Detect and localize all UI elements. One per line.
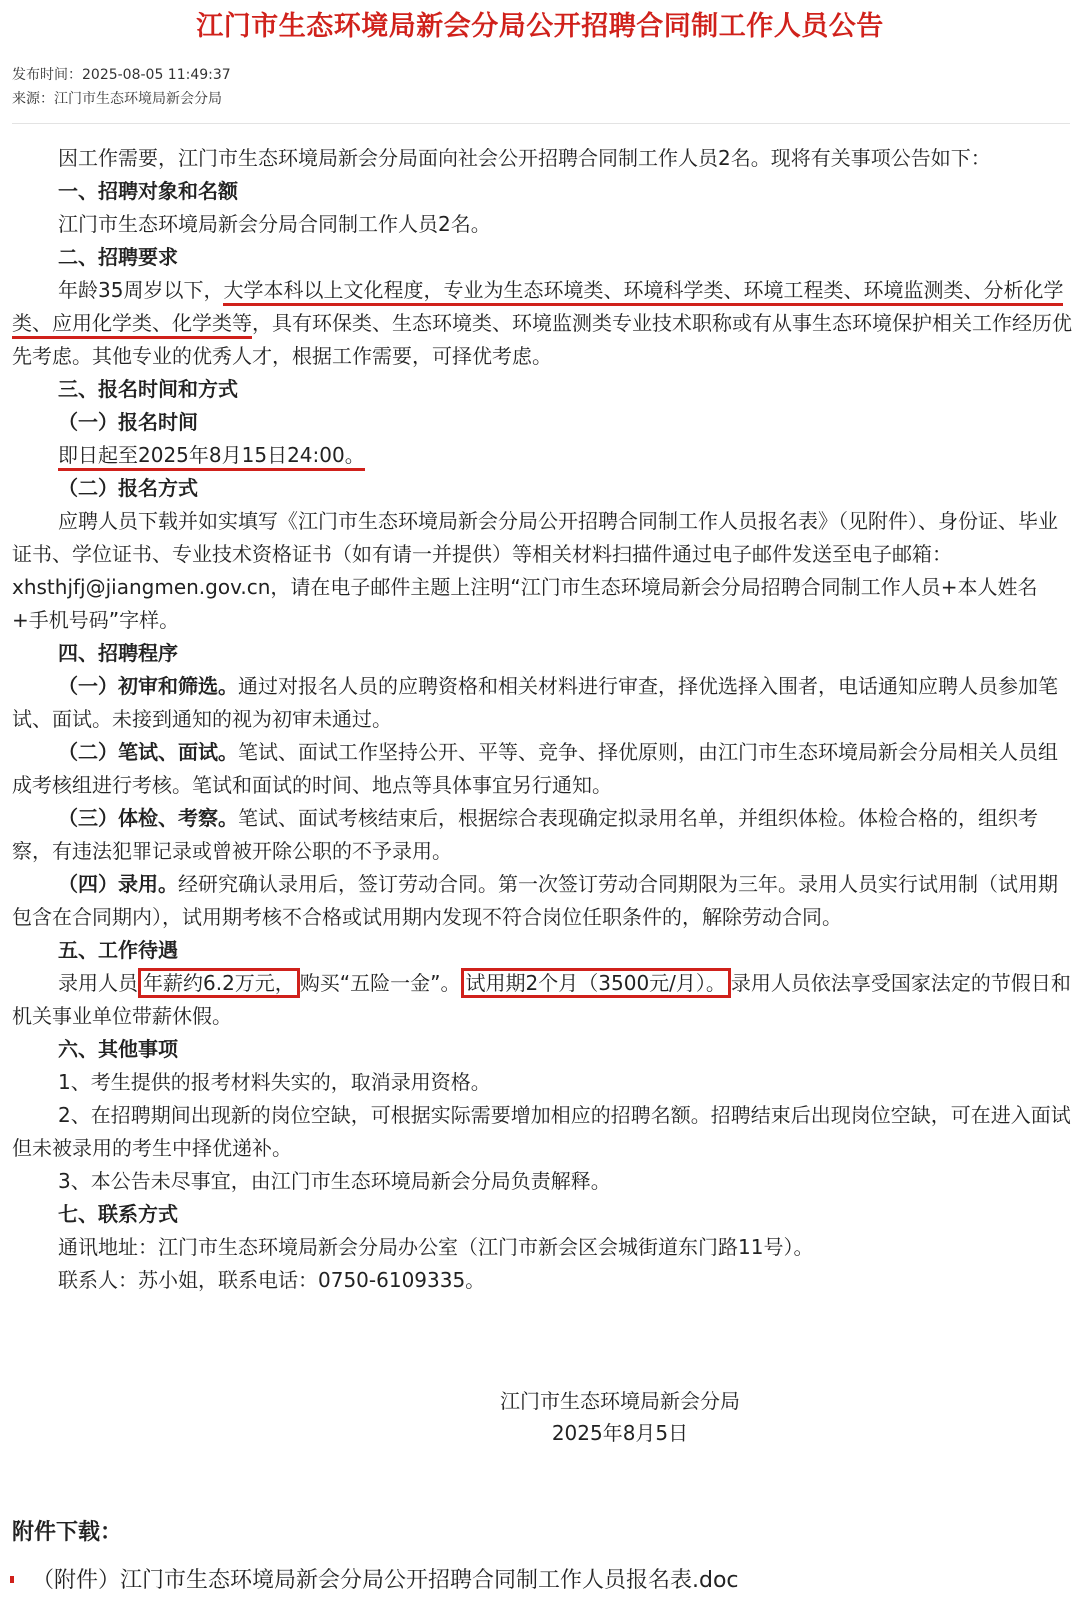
section-6-item-3: 3、本公告未尽事宜，由江门市生态环境局新会分局负责解释。 [58, 1169, 611, 1193]
section-6-item-1: 1、考生提供的报考材料失实的，取消录用资格。 [58, 1070, 491, 1094]
section-5-text [12, 967, 1074, 1033]
section-4-2-label: （二）笔试、面试。 [58, 740, 238, 764]
probation-boxed: 试用期2个月（3500元/月）。 [461, 968, 731, 998]
publish-time: 发布时间：2025-08-05 11:49:37 [12, 67, 231, 83]
holiday-text: 录用人员依法享受国家法定的节假日和机关事业单位带薪休假。 [12, 971, 1071, 1028]
page-title: 江门市生态环境局新会分局公开招聘合同制工作人员公告 [196, 11, 884, 42]
section-4-3-label: （三）体检、考察。 [58, 806, 238, 830]
section-7-title: 七、联系方式 [58, 1202, 178, 1226]
section-3-1-title: （一）报名时间 [58, 410, 198, 434]
contact-person: 联系人：苏小姐，联系电话：0750-6109335。 [58, 1268, 486, 1292]
article-body [12, 142, 1074, 1297]
attachment-download-link[interactable]: （附件）江门市生态环境局新会分局公开招聘合同制工作人员报名表.doc [32, 1568, 739, 1593]
deadline-underlined: 即日起至2025年8月15日24:00。 [58, 443, 365, 471]
section-4-2-text: 笔试、面试工作坚持公开、平等、竞争、择优原则，由江门市生态环境局新会分局相关人员组成考核组进行考核。笔试和面试的时间、地点等具体事宜另行通知。 [12, 740, 1058, 797]
section-6-title: 六、其他事项 [58, 1037, 178, 1061]
section-5-title: 五、工作待遇 [58, 938, 178, 962]
section-4-4 [12, 868, 1074, 934]
section-4-3-text: 笔试、面试考核结束后，根据综合表现确定拟录用名单，并组织体检。体检合格的，组织考察，有违法犯罪记录或曾被开除公职的不予录用。 [12, 806, 1038, 863]
section-4-4-text: 经研究确认录用后，签订劳动合同。第一次签订劳动合同期限为三年。录用人员实行试用制（试用期包含在合同期内），试用期考核不合格或试用期内发现不符合岗位任职条件的，解除劳动合同。 [12, 872, 1058, 929]
section-3-1-text [12, 439, 1074, 472]
section-4-title: 四、招聘程序 [58, 641, 178, 665]
preference-text: ，具有环保类、生态环境类、环境监测类专业技术职称或有从事生态环境保护相关工作经历优先考虑。其他专业的优秀人才，根据工作需要，可择优考虑。 [12, 311, 1072, 368]
section-1-text: 江门市生态环境局新会分局合同制工作人员2名。 [58, 212, 491, 236]
section-4-1-label: （一）初审和筛选。 [58, 674, 238, 698]
intro-paragraph: 因工作需要，江门市生态环境局新会分局面向社会公开招聘合同制工作人员2名。现将有关事项公告如下： [58, 146, 991, 170]
age-requirement: 年龄35周岁以下， [58, 278, 224, 302]
salary-boxed: 年薪约6.2万元， [138, 968, 300, 998]
contact-address: 通讯地址：江门市生态环境局新会分局办公室（江门市新会区会城街道东门路11号）。 [58, 1235, 814, 1259]
section-2-title: 二、招聘要求 [58, 245, 178, 269]
section-4-2 [12, 736, 1074, 802]
section-4-1-text: 通过对报名人员的应聘资格和相关材料进行审查，择优选择入围者，电话通知应聘人员参加笔试、面试。未接到通知的视为初审未通过。 [12, 674, 1058, 731]
insurance-text: 购买“五险一金”。 [299, 971, 461, 995]
section-1-title: 一、招聘对象和名额 [58, 179, 238, 203]
section-3-title: 三、报名时间和方式 [58, 377, 238, 401]
section-3-2-title: （二）报名方式 [58, 476, 198, 500]
section-3-2-text: 应聘人员下载并如实填写《江门市生态环境局新会分局公开招聘合同制工作人员报名表》（见附件）、身份证、毕业证书、学位证书、专业技术资格证书（如有请一并提供）等相关材料扫描件通过电子邮件发送至电子邮箱：xhsthjfj@jiangmen.gov.cn，请在电子邮件主题上注明“江门市生态环境局新会分局招聘合同制工作人员+本人姓名+手机号码”字样。 [12, 509, 1058, 632]
signature-org: 江门市生态环境局新会分局 [500, 1389, 740, 1413]
section-4-1 [12, 670, 1074, 736]
divider [12, 123, 1070, 124]
signature-date: 2025年8月5日 [551, 1421, 689, 1445]
section-2-text [12, 274, 1074, 373]
source: 来源：江门市生态环境局新会分局 [12, 91, 222, 107]
section-4-3 [12, 802, 1074, 868]
bullet-icon [10, 1576, 14, 1583]
section-4-4-label: （四）录用。 [58, 872, 178, 896]
attachment-title: 附件下载： [12, 1520, 123, 1545]
education-requirement-underlined: 大学本科以上文化程度，专业为生态环境类、环境科学类、环境工程类、环境监测类、分析化学类、应用化学类、化学类等 [12, 278, 1063, 339]
section-6-item-2: 2、在招聘期间出现新的岗位空缺，可根据实际需要增加相应的招聘名额。招聘结束后出现岗位空缺，可在进入面试但未被录用的考生中择优递补。 [12, 1103, 1071, 1160]
section-5-lead: 录用人员 [58, 971, 138, 995]
